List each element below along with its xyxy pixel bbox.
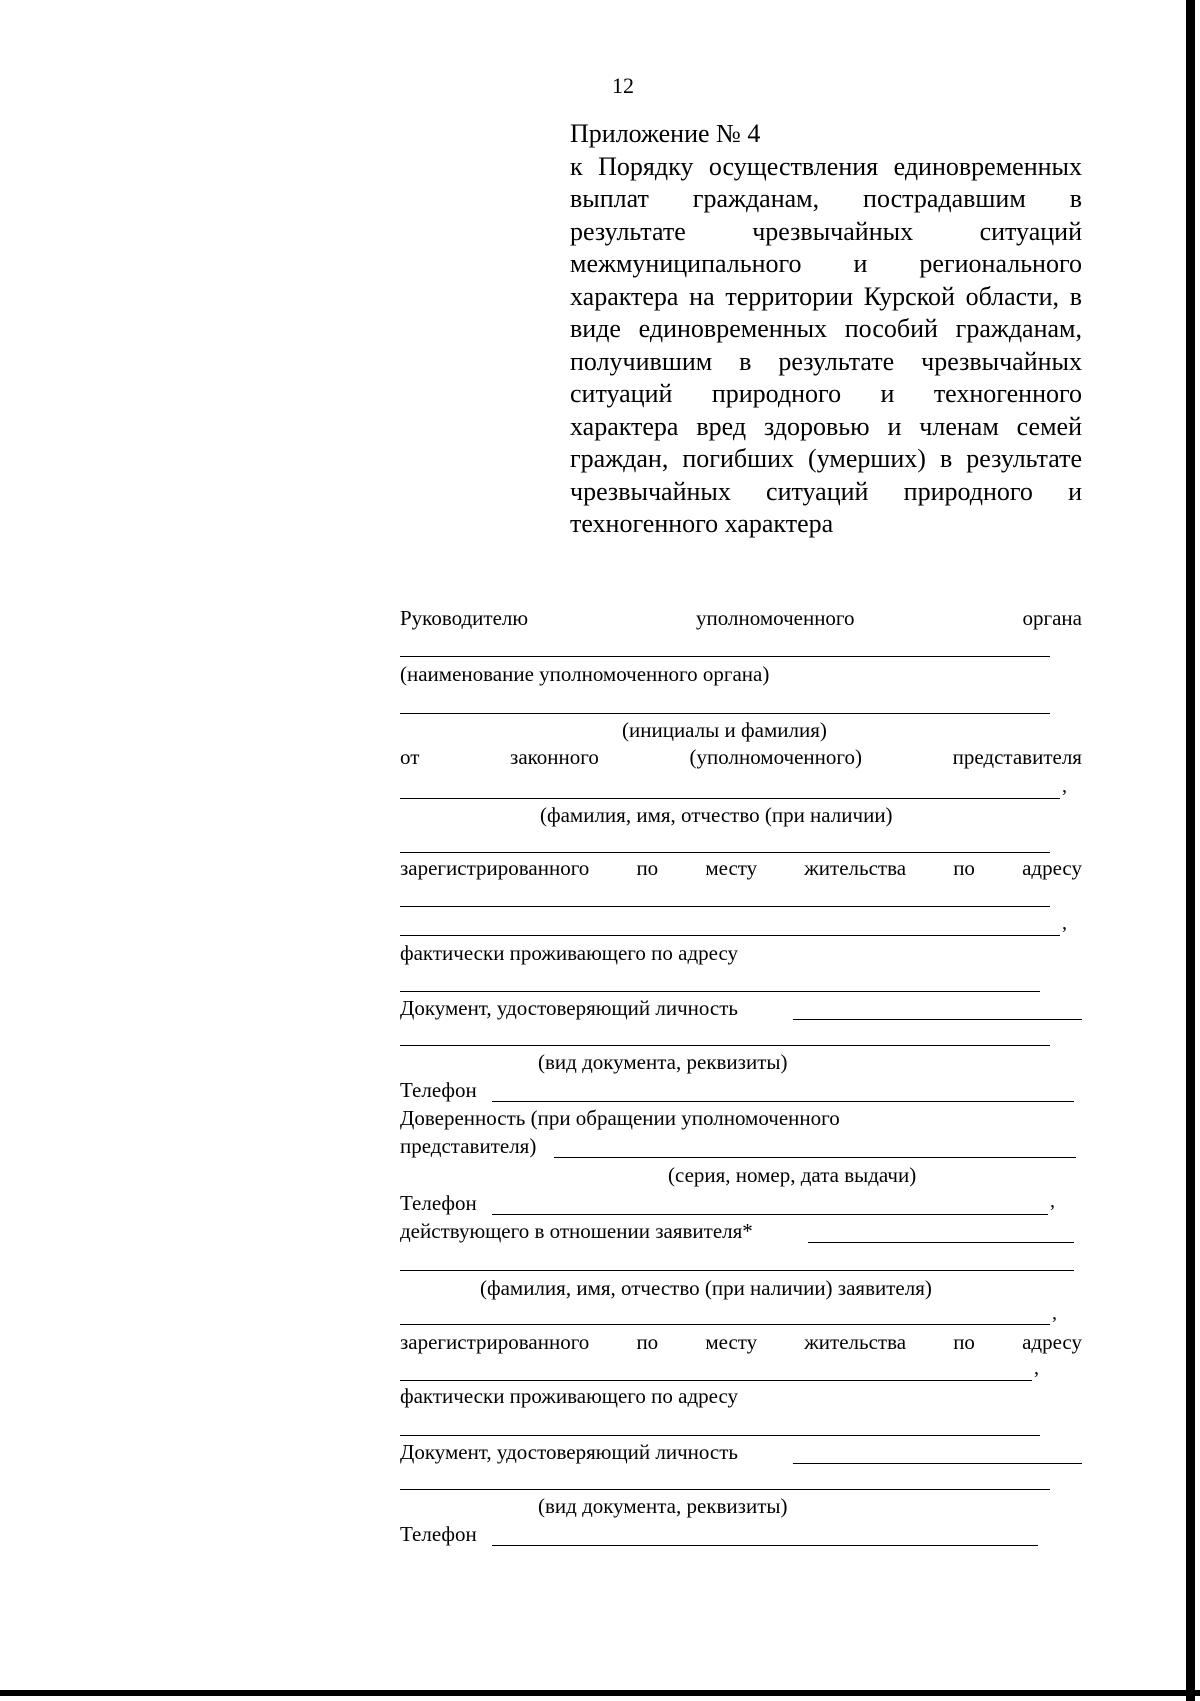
registered-word: по [953,1330,975,1354]
head-initials-field[interactable] [400,713,1050,714]
identity-document-label: Документ, удостоверяющий личность [400,1440,738,1464]
fio-hint: (фамилия, имя, отчество (при наличии) [540,803,893,827]
registered-address-field-2[interactable] [400,935,1060,936]
application-form [400,0,1082,1701]
phone-label: Телефон [400,1522,477,1546]
poa-hint: (серия, номер, дата выдачи) [668,1163,917,1187]
fio-continuation-field[interactable] [400,852,1050,853]
appendix-description: к Порядку осуществления единовременных выплат гражданам, пострадавшим в результате чрезвычайных ситуаций межмуниципального и регионального характера на территории Курской области, в виде единовременных пособий гражданам, получившим в результате чрезвычайных ситуаций природного и техногенного характера вред здоровью и членам семей граждан, погибших (умерших) в результате чрезвычайных ситуаций природного и техногенного характера [570,151,1082,538]
registered-word: адресу [1022,1330,1082,1354]
authority-name-hint: (наименование уполномоченного органа) [400,662,770,686]
document-hint: (вид документа, реквизиты) [538,1494,788,1518]
phone-field[interactable] [492,1214,1048,1215]
registered-address-field[interactable] [400,906,1050,907]
representative-fio-field[interactable] [400,798,1060,799]
from-word: (уполномоченного) [689,745,862,769]
phone-field[interactable] [492,1545,1038,1546]
from-word: от [400,745,420,769]
identity-document-field-2[interactable] [400,1045,1050,1046]
registered-address-line [400,856,1082,880]
identity-document-field[interactable] [793,1463,1082,1464]
comma: , [1034,1357,1039,1379]
addressee-word: уполномоченного [696,606,855,630]
phone-label: Телефон [400,1191,477,1215]
acting-for-label: действующего в отношении заявителя* [400,1219,753,1243]
power-of-attorney-field[interactable] [554,1157,1076,1158]
actual-residence-label: фактически проживающего по адресу [400,1384,739,1408]
registered-word: жительства [804,1330,907,1354]
page-number: 12 [612,73,634,98]
scan-edge-right [1186,0,1195,1701]
identity-document-field-2[interactable] [400,1489,1050,1490]
appendix-title: Приложение № 4 [570,119,761,148]
phone-field[interactable] [492,1101,1074,1102]
addressee-word: Руководителю [400,606,529,630]
registered-address-line [400,1330,1082,1354]
addressee-line [400,606,1082,630]
initials-hint: (инициалы и фамилия) [622,718,827,742]
registered-word: жительства [804,856,907,880]
document-hint: (вид документа, реквизиты) [538,1050,788,1074]
from-representative-line [400,745,1082,769]
from-word: представителя [952,745,1082,769]
comma: , [1062,912,1067,934]
identity-document-field[interactable] [793,1019,1082,1020]
addressee-word: органа [1022,606,1082,630]
actual-residence-field[interactable] [400,991,1040,992]
identity-document-label: Документ, удостоверяющий личность [400,996,738,1020]
from-word: законного [510,745,599,769]
comma: , [1062,775,1067,797]
registered-address-field[interactable] [400,1380,1032,1381]
registered-word: месту [705,856,758,880]
authority-name-field[interactable] [400,656,1050,657]
actual-residence-label: фактически проживающего по адресу [400,941,739,965]
power-of-attorney-label: Доверенность (при обращении уполномоченного [400,1106,840,1130]
phone-label: Телефон [400,1078,477,1102]
applicant-fio-hint: (фамилия, имя, отчество (при наличии) заявителя) [480,1276,932,1300]
registered-word: по [953,856,975,880]
actual-residence-field[interactable] [400,1435,1040,1436]
applicant-field[interactable] [400,1270,1074,1271]
acting-for-field[interactable] [808,1242,1074,1243]
comma: , [1052,1302,1057,1324]
registered-word: зарегистрированного [400,1330,590,1354]
registered-word: по [636,856,659,880]
comma: , [1050,1190,1055,1212]
representative-label: представителя) [400,1134,537,1158]
applicant-fio-field[interactable] [400,1324,1050,1325]
registered-word: зарегистрированного [400,856,590,880]
registered-word: адресу [1022,856,1082,880]
registered-word: по [636,1330,659,1354]
registered-word: месту [705,1330,758,1354]
